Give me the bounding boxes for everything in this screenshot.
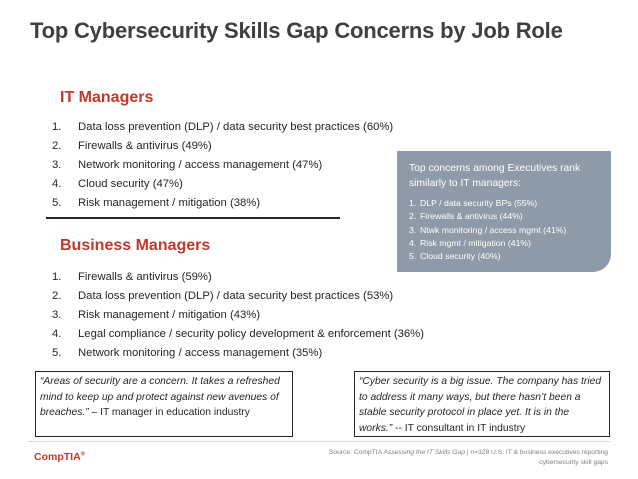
list-item: 2. Firewalls & antivirus (49%) xyxy=(52,140,212,152)
list-item: 1. Data loss prevention (DLP) / data security best practices (60%) xyxy=(52,121,394,133)
list-item: 5. Cloud security (40%) xyxy=(409,251,501,262)
list-item: 2. Data loss prevention (DLP) / data security best practices (53%) xyxy=(52,290,394,302)
list-item: 2. Firewalls & antivirus (44%) xyxy=(409,211,523,222)
business-managers-list xyxy=(52,268,424,363)
list-item: 5. Network monitoring / access management (35%) xyxy=(52,347,323,359)
list-item: 4. Risk mgmt / mitigation (41%) xyxy=(409,237,532,248)
list-item: 1. Firewalls & antivirus (59%) xyxy=(52,271,212,283)
quote-text: “Cyber security is a big issue. The company has tried to address it many ways, but there hasn’t been a stable security protocol in place yet. It is in the works.” xyxy=(359,376,602,434)
comptia-logo: CompTIA® xyxy=(34,451,86,463)
quote-box-left xyxy=(35,371,293,437)
executives-list xyxy=(409,197,603,263)
list-item: 1. DLP / data security BPs (55%) xyxy=(409,198,538,208)
list-item: 3. Risk management / mitigation (43%) xyxy=(52,309,261,321)
quote-attribution: -- IT consultant in IT industry xyxy=(392,422,526,434)
executives-callout-title: Top concerns among Executives rank similarly to IT managers: xyxy=(409,163,581,189)
business-managers-heading: Business Managers xyxy=(60,237,211,254)
list-item: 4. Legal compliance / security policy development & enforcement (36%) xyxy=(52,328,424,340)
section-divider xyxy=(46,217,340,219)
slide-title: Top Cybersecurity Skills Gap Concerns by Job Role xyxy=(30,18,563,43)
source-citation: Source: CompTIA Assessing the IT Skills Gap | n=328 U.S. IT & business executives reporting cybersecurity skill gaps xyxy=(328,449,608,466)
list-item: 5. Risk management / mitigation (38%) xyxy=(52,197,261,209)
quote-box-right xyxy=(354,371,610,437)
list-item: 4. Cloud security (47%) xyxy=(52,178,183,190)
executives-callout xyxy=(397,151,611,272)
it-managers-heading: IT Managers xyxy=(60,89,154,106)
quote-text: “Areas of security are a concern. It takes a refreshed mind to keep up and protect against new avenues of breaches.” xyxy=(40,376,280,418)
list-item: 3. Ntwk monitoring / access mgmt (41%) xyxy=(409,224,567,235)
footer-divider xyxy=(28,441,610,442)
quote-attribution: – IT manager in education industry xyxy=(88,407,250,418)
it-managers-list xyxy=(52,118,393,213)
list-item: 3. Network monitoring / access management (47%) xyxy=(52,159,323,171)
